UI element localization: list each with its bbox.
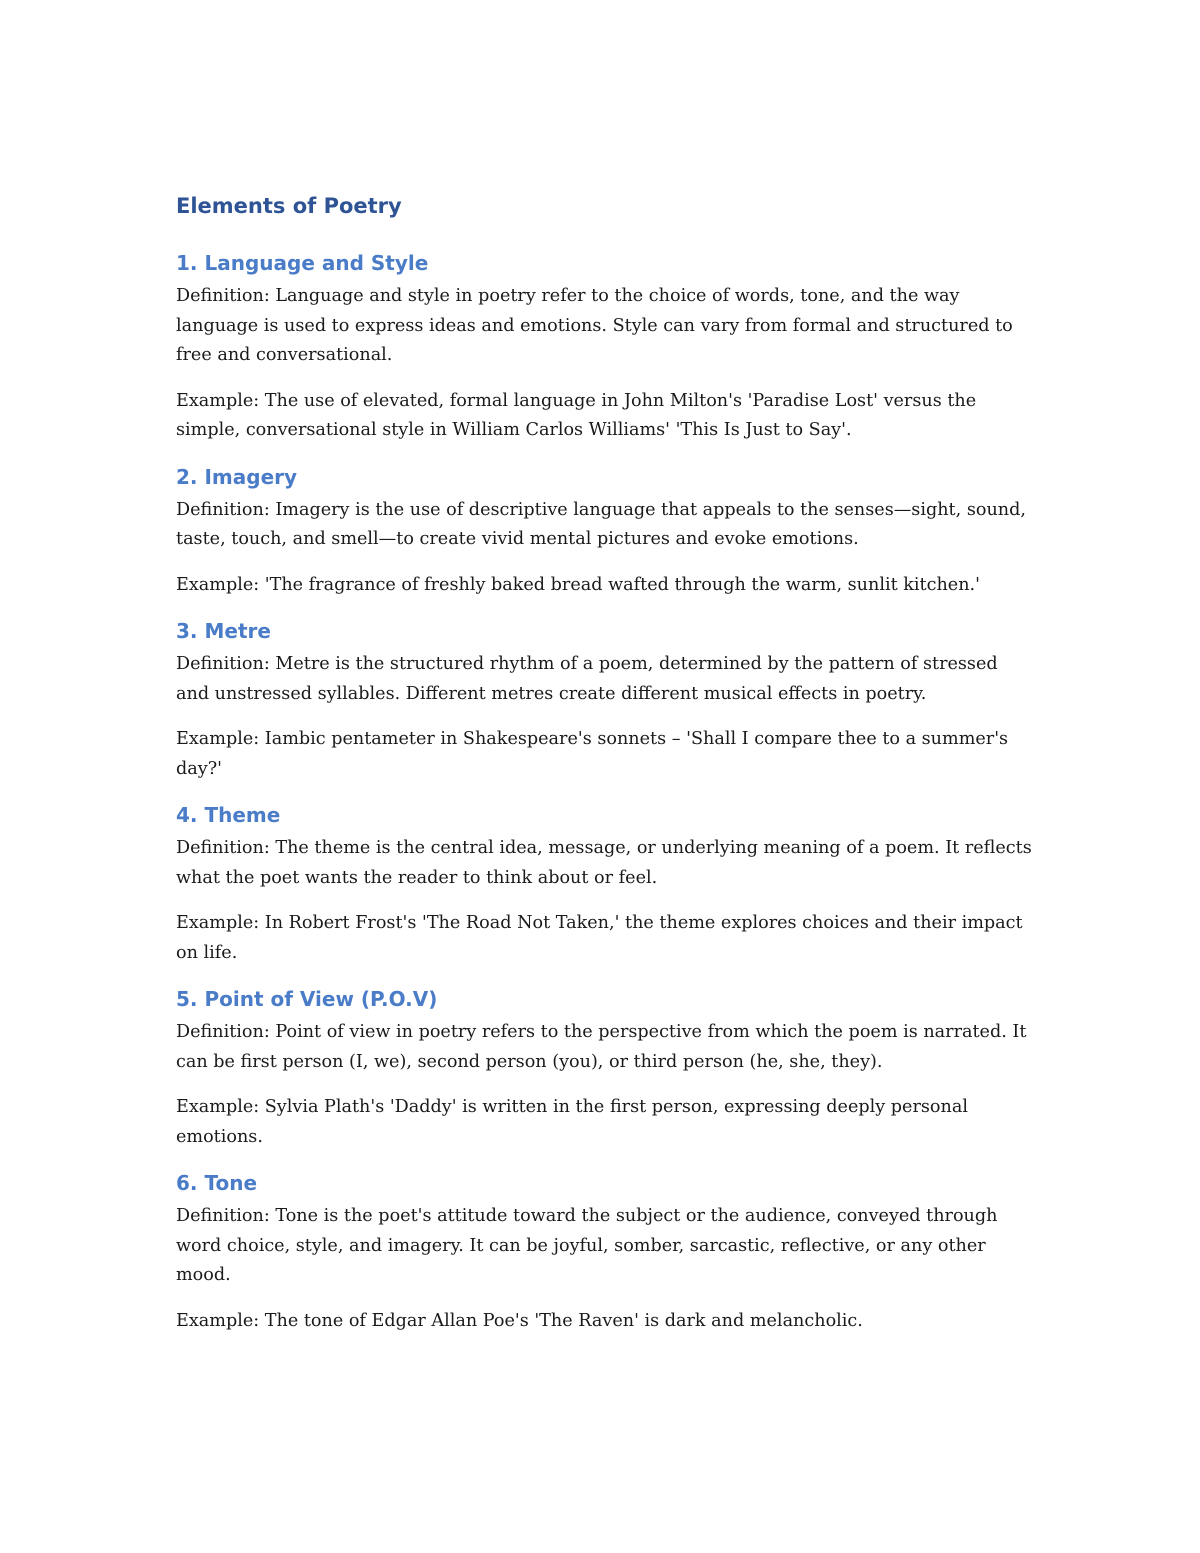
- definition-paragraph: Definition: Point of view in poetry refers to the perspective from which the poem is narrated. It can be first person (I, we), second person (you), or third person (he, she, they).: [176, 1022, 1027, 1072]
- section-heading: 1. Language and Style: [176, 251, 429, 275]
- example-paragraph: Example: In Robert Frost's 'The Road Not Taken,' the theme explores choices and their impact on life.: [176, 913, 1023, 963]
- section-tone: [176, 1168, 1036, 1336]
- section-heading: 4. Theme: [176, 803, 281, 827]
- definition-paragraph: Definition: Metre is the structured rhythm of a poem, determined by the pattern of stressed and unstressed syllables. Different metres create different musical effects in poetry.: [176, 654, 998, 704]
- example-paragraph: Example: The tone of Edgar Allan Poe's 'The Raven' is dark and melancholic.: [176, 1310, 863, 1331]
- definition-paragraph: Definition: Tone is the poet's attitude toward the subject or the audience, conveyed through word choice, style, and imagery. It can be joyful, somber, sarcastic, reflective, or any other mood.: [176, 1206, 998, 1285]
- document-body: [176, 190, 1036, 1350]
- section-imagery: [176, 462, 1036, 601]
- example-paragraph: Example: The use of elevated, formal language in John Milton's 'Paradise Lost' versus the simple, conversational style in William Carlos Williams' 'This Is Just to Say'.: [176, 390, 977, 440]
- section-point-of-view: [176, 984, 1036, 1152]
- section-theme: [176, 800, 1036, 968]
- section-heading: 5. Point of View (P.O.V): [176, 987, 438, 1011]
- definition-paragraph: Definition: Imagery is the use of descriptive language that appeals to the senses—sight, sound, taste, touch, and smell—to create vivid mental pictures and evoke emotions.: [176, 499, 1026, 549]
- example-paragraph: Example: Sylvia Plath's 'Daddy' is written in the first person, expressing deeply personal emotions.: [176, 1097, 968, 1147]
- definition-paragraph: Definition: Language and style in poetry refer to the choice of words, tone, and the way language is used to express ideas and emotions. Style can vary from formal and structured to free and conversational.: [176, 286, 1013, 365]
- section-heading: 2. Imagery: [176, 464, 298, 489]
- section-heading: 3. Metre: [176, 619, 271, 643]
- section-language-and-style: [176, 248, 1036, 446]
- section-metre: [176, 616, 1036, 784]
- example-paragraph: Example: 'The fragrance of freshly baked bread wafted through the warm, sunlit kitchen.': [176, 574, 980, 595]
- definition-paragraph: Definition: The theme is the central idea, message, or underlying meaning of a poem. It reflects what the poet wants the reader to think about or feel.: [176, 838, 1032, 888]
- document-title: Elements of Poetry: [176, 194, 402, 218]
- example-paragraph: Example: Iambic pentameter in Shakespeare's sonnets – 'Shall I compare thee to a summer's day?': [176, 729, 1009, 779]
- section-heading: 6. Tone: [176, 1171, 258, 1195]
